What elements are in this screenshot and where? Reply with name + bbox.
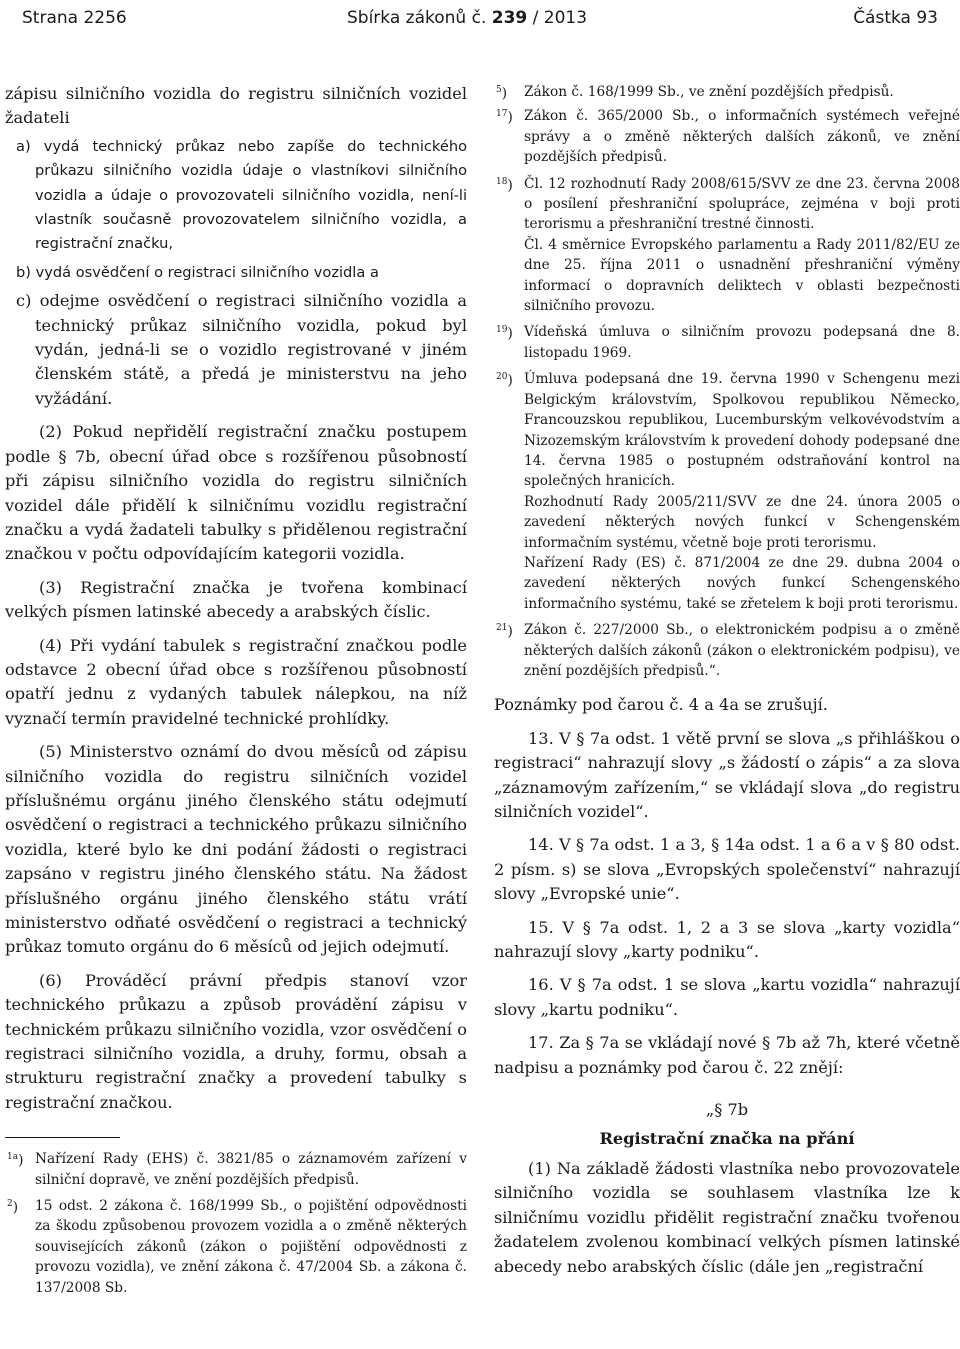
left-column: [5, 82, 467, 1298]
footnote-mark: $^{17}$): [496, 109, 513, 126]
amendment-14: 14. V § 7a odst. 1 a 3, § 14a odst. 1 a 6 a v § 80 odst. 2 písm. s) se slova „Evropských společenství“ nahrazují slovy „Evropské unie“.: [494, 835, 960, 904]
footnote-text: Zákon č. 168/1999 Sb., ve znění pozdějších předpisů.: [524, 84, 894, 100]
footnote-mark: $^{1a}$): [7, 1152, 24, 1169]
right-column: [494, 82, 960, 1279]
amendment-17: 17. Za § 7a se vkládají nové § 7b až 7h, které včetně nadpisu a poznámky pod čarou č. 22 znějí:: [494, 1033, 960, 1077]
paragraph-4: (4) Při vydání tabulek s registrační značkou podle odstavce 2 obecní úřad obce s rozšířenou působností opatří jednu z vydaných tabulek nálepkou, na níž vyznačí termín pravidelné technické prohlídky.: [5, 635, 467, 728]
paragraph-3: (3) Registrační značka je tvořena kombinací velkých písmen latinské abecedy a arabských číslic.: [5, 577, 467, 622]
collection-title: Sbírka zákonů č. 239 / 2013: [347, 8, 588, 28]
footnote-text: Čl. 4 směrnice Evropského parlamentu a Rady 2011/82/EU ze dne 25. října 2011 o usnadnění přeshraniční výměny informací o dopravních deliktech v oblasti bezpečnosti silničního provozu.: [524, 236, 960, 315]
list-item-c: c) odejme osvědčení o registraci silničního vozidla a technický průkaz silničního vozidla, pokud byl vydán, jedná-li se o vozidlo registrované v jiném členském státě, a předá je ministerstvu na jeho vyžádání.: [16, 291, 467, 408]
footnote-mark: $^{21}$): [496, 623, 513, 640]
footnote-text: Zákon č. 365/2000 Sb., o informačních systémech veřejné správy a o změně některých dalších zákonů, ve znění pozdějších předpisů.: [524, 108, 960, 166]
footnote-text: Úmluva podepsaná dne 19. června 1990 v Schengenu mezi Belgickým královstvím, Spolkovou republikou Německo, Francouzskou republikou, Lucemburským velkovévodstvím a Nizozemským královstvím k provedení dohody podepsané dne 14. června 1985 o postupném odstraňování kontrol na společných hranicích.: [524, 371, 960, 490]
paragraph-6: (6) Prováděcí právní předpis stanoví vzor technického průkazu a způsob provádění zápisu v technickém průkazu silničního vozidla, vzor osvědčení o registraci silničního vozidla, a druhy, formu, obsah a strukturu registrační značky a provedení tabulky s registrační značkou.: [5, 970, 467, 1112]
footnote: [494, 82, 960, 102]
amendments: [494, 693, 960, 1279]
footnote-mark: $^{20}$): [496, 372, 513, 389]
footnote-text: Vídeňská úmluva o silničním provozu podepsaná dne 8. listopadu 1969.: [524, 324, 960, 361]
footnote-mark: $^{19}$): [496, 325, 513, 343]
footnote-text: Zákon č. 227/2000 Sb., o elektronickém podpisu a o změně některých dalších zákonů (zákon o elektronickém podpisu), ve znění pozdějších předpisů.“.: [524, 622, 960, 679]
amendment-13: 13. V § 7a odst. 1 větě první se slova „s přihláškou o registraci“ nahrazují slovy „s žádostí o zápis“ a za slova „záznamovým zařízením,“ se vkládají slova „do registru silničních vozidel“.: [494, 728, 960, 821]
footnote-text: Čl. 12 rozhodnutí Rady 2008/615/SVV ze dne 23. června 2008 o posílení přeshraniční spolupráce, zejména v boji proti terorismu a přeshraniční trestné činnosti.: [524, 175, 960, 233]
paragraph-2: (2) Pokud nepřidělí registrační značku postupem podle § 7b, obecní úřad obce s rozšířenou působností při zápisu silničního vozidla do registru silničních vozidel dále přidělí k silničnímu vozidlu registrační značku a vydá žadateli tabulky s přidělenou registrační značkou v počtu odpovídajícím kategorii vozidla.: [5, 422, 467, 564]
amendment-15: 15. V § 7a odst. 1, 2 a 3 se slova „karty vozidla“ nahrazují slovy „karty podniku“.: [494, 917, 960, 962]
footnote: [494, 106, 960, 167]
paragraph-5: (5) Ministerstvo oznámí do dvou měsíců od zápisu silničního vozidla do registru silničních vozidel příslušnému orgánu jiného členského státu odejmutí osvědčení o registraci a technického průkazu silničního vozidla, které bylo ke dni podání žádosti o registraci zapsáno v registru jiného členského státu. Na žádost příslušného orgánu jiného členského státu vrátí ministerstvo odňaté osvědčení o registraci a technický průkaz tomuto orgánu do 6 měsíců od jejich odejmutí.: [5, 742, 467, 957]
footnote: [494, 620, 960, 681]
list-item-a: a) vydá technický průkaz nebo zapíše do technického průkazu silničního vozidla údaje o vlastníkovi silničního vozidla a údaje o provozovateli silničního vozidla, není-li vlastník současně provozovatelem silničního vozidla, a registrační značku,: [16, 137, 467, 253]
section-title: Registrační značka na přání: [599, 1129, 855, 1149]
footnote-text: Nařízení Rady (ES) č. 871/2004 ze dne 29. dubna 2004 o zavedení některých nových funkcí Schengenského informačního systému, také se zřetelem k boji proti terorismu.: [524, 554, 960, 612]
footnote-separator: [5, 1137, 120, 1138]
page-number: Strana 2256: [22, 8, 127, 28]
footnote-mark: $^2$): [7, 1199, 19, 1216]
footnote-mark: $^{18}$): [496, 176, 513, 194]
collection-number: 239: [491, 8, 528, 28]
list-item-b: b) vydá osvědčení o registraci silničního vozidla a: [16, 263, 379, 281]
footnote: [494, 322, 960, 363]
footnote: [5, 1196, 467, 1298]
section-paragraph-1: (1) Na základě žádosti vlastníka nebo provozovatele silničního vozidla se souhlasem vlastníka lze k silničnímu vozidlu přidělit registrační značku tvořenou žadatelem zvolenou kombinací velkých písmen latinské abecedy nebo arabských číslic (dále jen „registrační: [494, 1158, 960, 1276]
footnote-mark: $^5$): [496, 85, 508, 102]
section-mark: „§ 7b: [705, 1100, 749, 1120]
footnote-text: Nařízení Rady (EHS) č. 3821/85 o záznamovém zařízení v silniční dopravě, ve znění pozdějších předpisů.: [35, 1151, 467, 1188]
part-number: Částka 93: [853, 8, 938, 28]
paragraph-intro: zápisu silničního vozidla do registru silničních vozidel žadateli: [5, 84, 467, 128]
footnote: [494, 369, 960, 614]
amendment-16: 16. V § 7a odst. 1 se slova „kartu vozidla“ nahrazují slovy „kartu podniku“.: [494, 975, 960, 1019]
note-repealed: Poznámky pod čarou č. 4 a 4a se zrušují.: [494, 695, 828, 715]
page-header: [0, 4, 960, 32]
footnote: [494, 174, 960, 317]
footnote-text: 15 odst. 2 zákona č. 168/1999 Sb., o pojištění odpovědnosti za škodu způsobenou provozem vozidla a o změně některých souvisejících zákonů (zákon o pojištění odpovědnosti z provozu vozidla), ve znění zákona č. 47/2004 Sb. a zákona č. 137/2008 Sb.: [35, 1198, 467, 1296]
footnote: [5, 1149, 467, 1190]
footnote-text: Rozhodnutí Rady 2005/211/SVV ze dne 24. února 2005 o zavedení některých nových funkcí v Schengenském informačním systému, včetně boje proti terorismu.: [524, 493, 960, 551]
